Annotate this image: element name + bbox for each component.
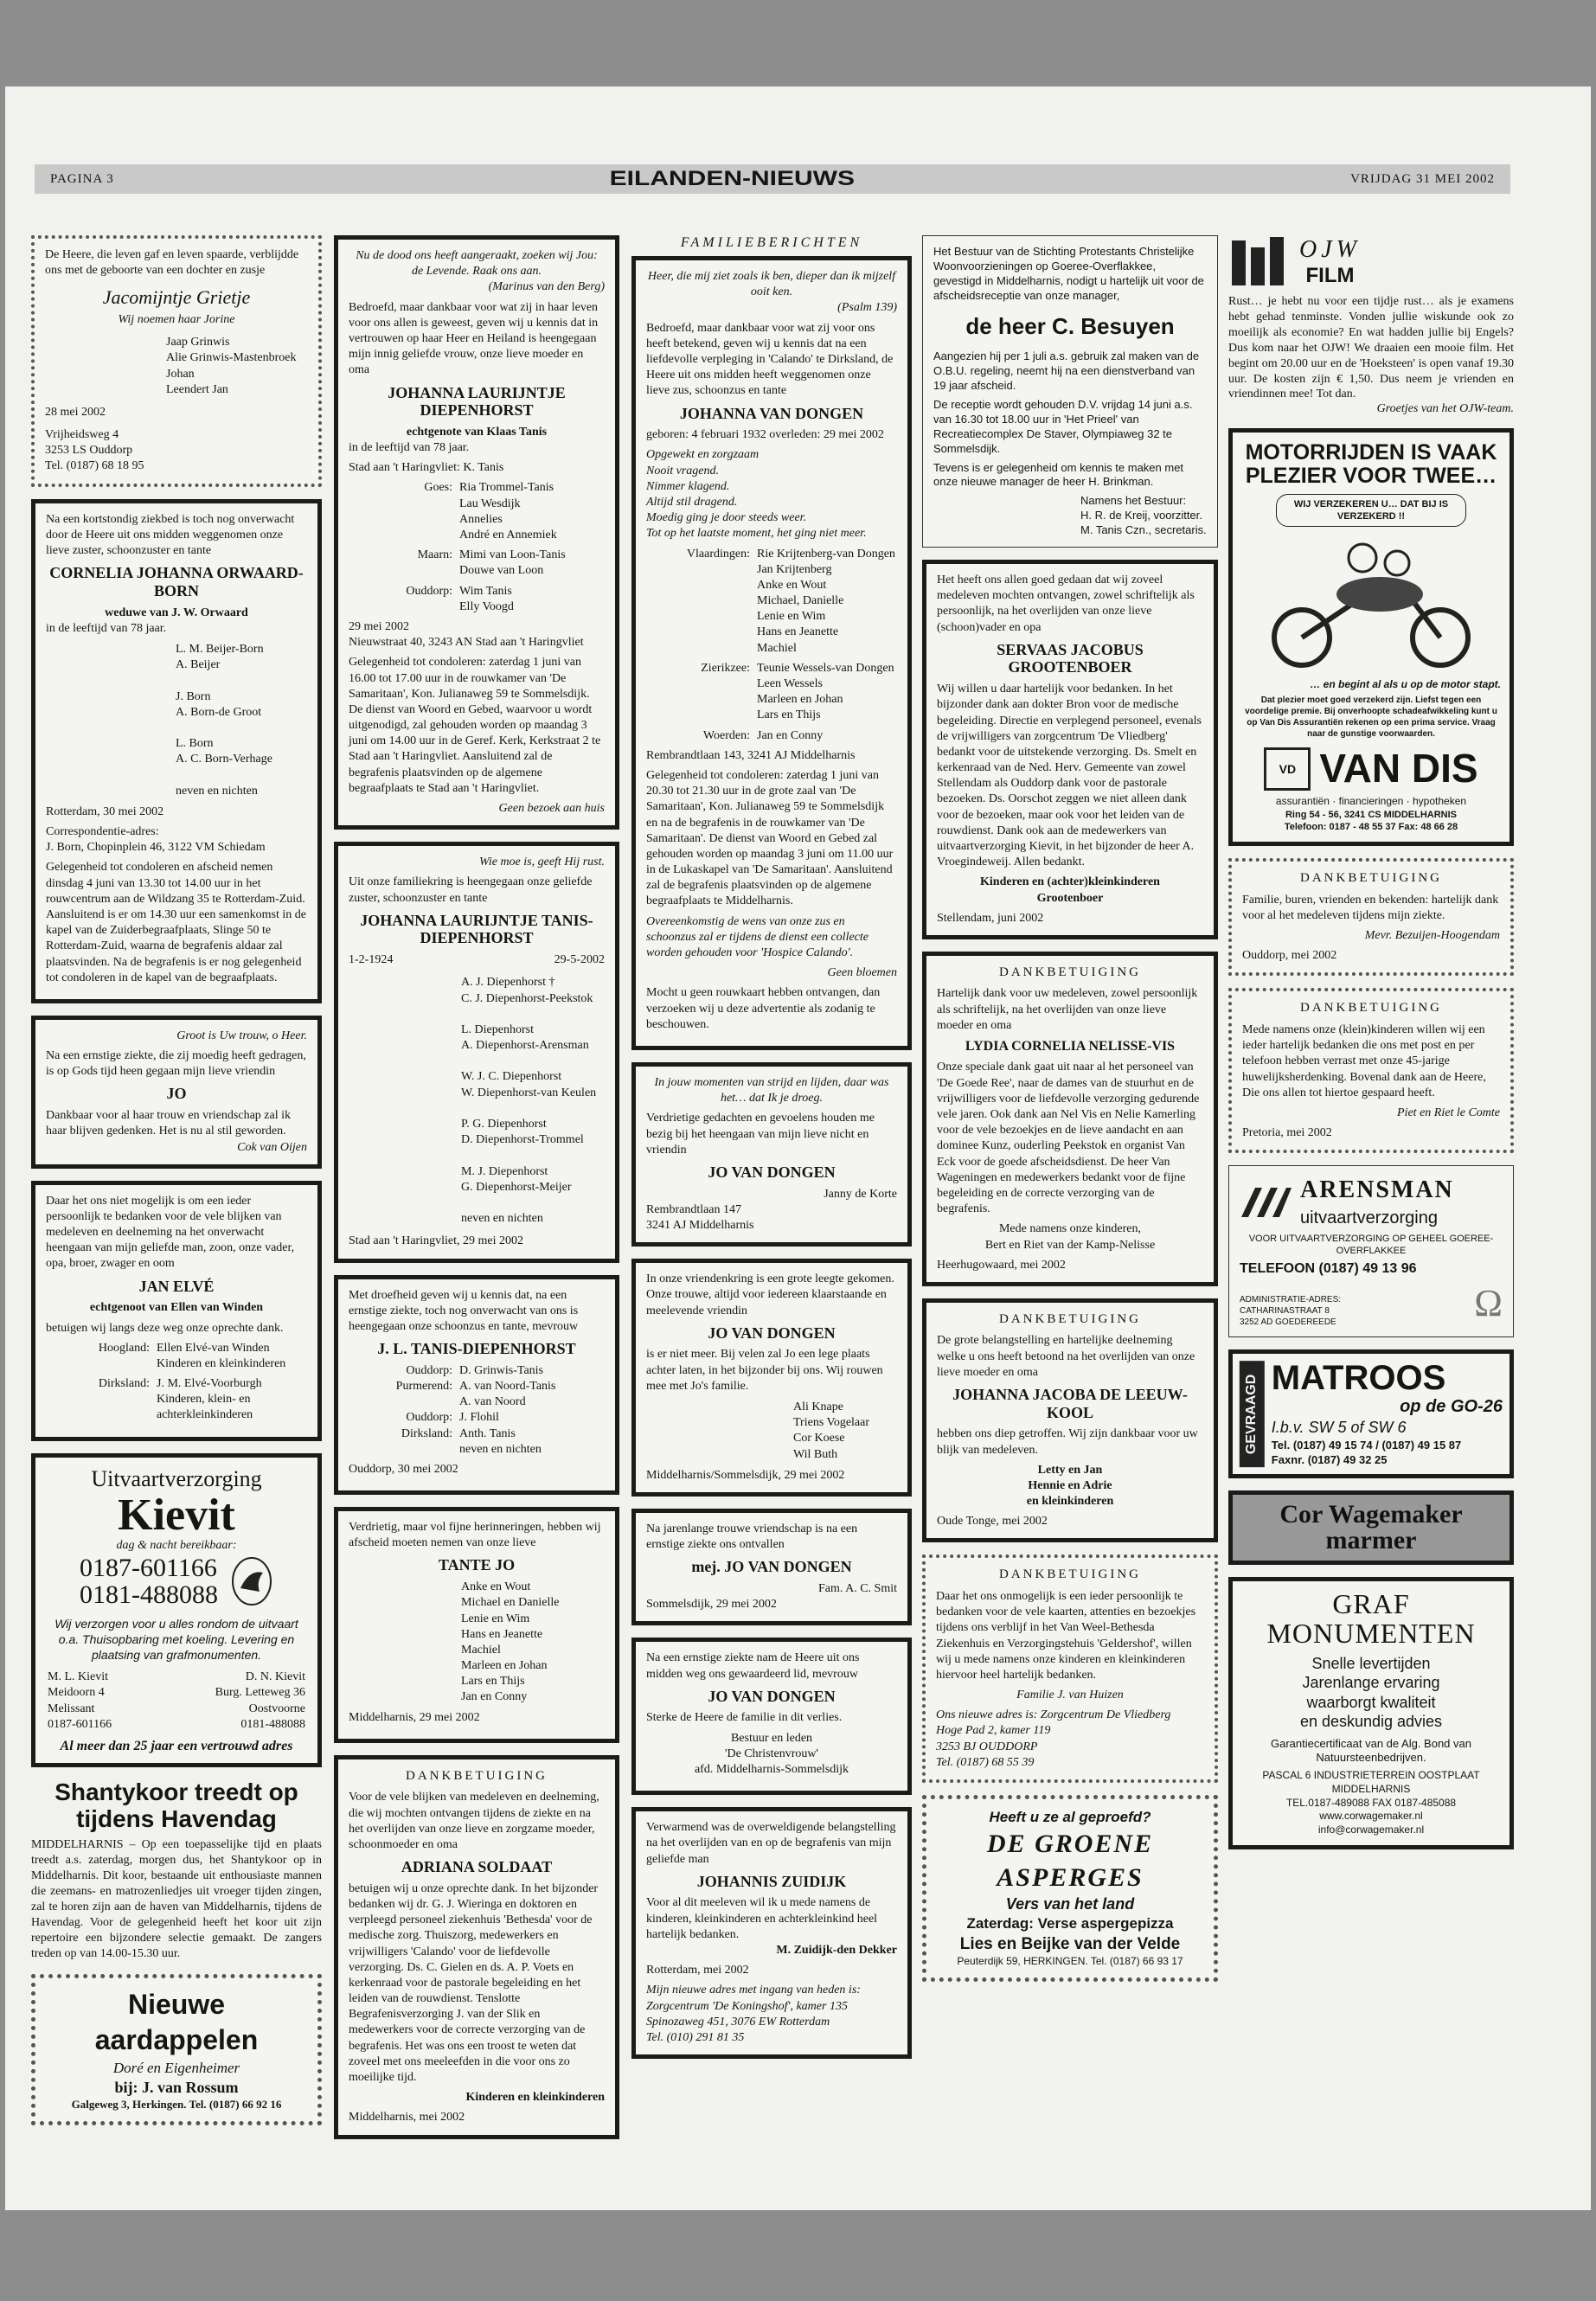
row-names: Rie Krijtenberg-van Dongen Jan Krijtenberg Anke en Wout Michael, Danielle Lenie en Wim Hans en Jeanette Machiel <box>757 547 895 655</box>
name: JO VAN DONGEN <box>708 1687 836 1705</box>
place: Heerhugowaard, mei 2002 <box>937 1258 1066 1272</box>
family: A. J. Diepenhorst † C. J. Diepenhorst-Peekstok L. Diepenhorst A. Diepenhorst-Arensman W. J. C. Diepenhorst W. Diepenhorst-van Keulen P. G. Diepenhorst D. Diepenhorst-Trommel M. J. Diepenhorst G. Diepenhorst-Meijer neven en nichten <box>461 976 597 1226</box>
row-place: Goes: <box>424 481 452 495</box>
text: Daar het ons onmogelijk is een ieder persoonlijk te bedanken voor de vele kaarten, attenties en bezoekjes tijdens ons verblijf in het Van Weel-Bethesda Ziekenhuis en Verzorgingstehuis 'Geldershof', willen wij u mede namens onze kinderen en kleinkinderen hiervoor heel hartelijk bedanken. <box>936 1589 1196 1682</box>
text: Het Bestuur van de Stichting Protestants Christelijke Woonvoorzieningen op Goeree-Overflakkee, gevestigd in Middelharnis, nodigt u hartelijk uit voor de afscheidsreceptie van onze manager, <box>933 245 1204 302</box>
thanks-van-huizen <box>922 1554 1218 1783</box>
place: Stellendam, juni 2002 <box>937 911 1044 925</box>
ad-tel: Tel. (0187) 49 15 74 / (0187) 49 15 87 <box>1271 1438 1462 1452</box>
place: Ouddorp, mei 2002 <box>1242 949 1337 963</box>
asparagus-ad <box>922 1795 1218 1982</box>
ad-saturday: Zaterdag: Verse aspergepizza <box>966 1915 1174 1932</box>
thanks-de-leeuw <box>922 1298 1218 1543</box>
signature: Janny de Korte <box>824 1187 897 1201</box>
signature: Fam. A. C. Smit <box>817 1581 897 1595</box>
row <box>349 1363 605 1379</box>
masthead <box>35 164 1510 194</box>
intro: Daar het ons niet mogelijk is om een ieder persoonlijk te bedanken voor de vele blijken van medeleven en deelneming na het onverwacht heengaan van mijn geliefde man, zoon, onze vader, opa, broer, zwager en oom <box>46 1194 295 1271</box>
row <box>646 661 897 724</box>
text3: De receptie wordt gehouden D.V. vrijdag 14 juni a.s. van 16.30 tot 18.00 uur in 'Het Prieel' van Recreatiecomplex De Staver, Olympiaweg 32 te Sommelsdijk. <box>933 398 1193 455</box>
row-names: Jan en Conny <box>757 728 824 742</box>
name: JOHANNA LAURIJNTJE TANIS-DIEPENHORST <box>360 911 593 947</box>
text: Hartelijk dank voor uw medeleven, zowel persoonlijk als schriftelijk, na het overlijden van onze lieve moeder en oma <box>937 987 1198 1032</box>
name: mej. JO VAN DONGEN <box>691 1558 852 1576</box>
ad-ibv: I.b.v. SW 5 of SW 6 <box>1271 1419 1407 1437</box>
row-names: Wim Tanis Elly Voogd <box>459 584 514 613</box>
name: ADRIANA SOLDAAT <box>401 1858 553 1876</box>
ad-seller: bij: J. van Rossum <box>114 2078 239 2096</box>
family: Anke en Wout Michael en Danielle Lenie en Wim Hans en Jeanette Machiel Marleen en Johan Lars en Thijs Jan en Conny <box>461 1580 560 1704</box>
text2: is er niet meer. Bij velen zal Jo een lege plaats achter laten, in het bijzonder bij ons. Wij rouwen mee met Jo's familie. <box>646 1348 883 1393</box>
ad-address: Galgeweg 3, Herkingen. Tel. (0187) 66 92 16 <box>71 2098 282 2112</box>
kievit-slogan: Wij verzorgen voor u alles rondom de uitvaart o.a. Thuisopbaring met koeling. Levering en plaatsing van grafmonumenten. <box>54 1616 298 1663</box>
name: JOHANNA VAN DONGEN <box>679 404 864 422</box>
text: Bedroefd, maar dankbaar voor wat zij in haar leven voor ons allen is geweest, geven wij u kennis dat in vertrouwen op haar Heer en Heiland is heengegaan mijn innig geliefde vrouw, onze lieve moeder en oma <box>349 300 599 377</box>
obituary-jvd-korte <box>631 1062 912 1247</box>
thanks-nelisse <box>922 952 1218 1286</box>
text2: Gelegenheid tot condoleren: zaterdag 1 juni van 16.00 tot 17.00 uur in de rouwkamer van 'De Samaritaan', Kon. Julianaweg 59 te Sommelsdijk. De dienst van Woord en Gebed, waarvoor u wordt uitgenodigd, zal gehouden worden op maandag 3 juni om 14.00 uur in de Geref. Kerk, Kerkstraat 2 te Stad aan 't Haringvliet. Aansluitend zal de begrafenis plaatsvinden op de algemene begraafplaats te Stad aan 't Haringvliet. <box>349 656 601 795</box>
text2: Gelegenheid tot condoleren: zaterdag 1 juni van 20.30 tot 21.30 uur in de grote zaal van 'De Samaritaan', Kon. Julianaweg 59 te Sommelsdijk en na de begrafenis in de rouwkamer van 'De Samaritaan'. De dienst van Woord en Gebed zal gehouden worden op maandag 3 juni om 11.00 uur in de Lukaskapel van 'De Samaritaan'. Aansluitend zal de begrafenis plaatsvinden op de algemene begraafplaats te Middelharnis. <box>646 768 894 908</box>
name: JOHANNA LAURIJNTJE DIEPENHORST <box>388 383 566 420</box>
ad-name: MATROOS <box>1271 1359 1446 1398</box>
signature: Familie J. van Huizen <box>1016 1689 1124 1702</box>
row <box>646 547 897 657</box>
address: Stad aan 't Haringvliet: K. Tanis <box>349 461 504 475</box>
ad-sub: Vers van het land <box>1005 1895 1135 1913</box>
row-place: Hoogland: <box>98 1341 150 1355</box>
text2: Aangezien hij per 1 juli a.s. gebruik zal maken van de O.B.U. regeling, neemt hij na een dienstverband van 19 jaar afscheid. <box>933 349 1200 393</box>
ad-sub: assurantiën · financieringen · hypotheken <box>1275 795 1467 808</box>
ad-title: GRAF MONUMENTEN <box>1266 1588 1476 1649</box>
ad-name: ARENSMAN <box>1300 1176 1454 1204</box>
row <box>46 1376 307 1424</box>
text: betuigen wij langs deze weg onze oprechte dank. <box>46 1321 284 1335</box>
obituary-jo <box>31 1016 322 1169</box>
place: Middelharnis/Sommelsdijk, 29 mei 2002 <box>646 1468 845 1482</box>
shanty-article <box>31 1779 322 1962</box>
sub: echtgenoot van Ellen van Winden <box>89 1301 264 1315</box>
thanks-zuidijk <box>631 1807 912 2059</box>
row-names: D. Grinwis-Tanis <box>459 1363 544 1377</box>
obit-name: CORNELIA JOHANNA ORWAARD-BORN <box>49 564 304 599</box>
quote: In jouw momenten van strijd en lijden, daar was het… dat Ik je droeg. <box>654 1075 889 1106</box>
obituary-jvd-christenvrouw <box>631 1638 912 1795</box>
birth-announcement <box>31 235 322 487</box>
signature: Bestuur en leden 'De Christenvrouw' afd. Middelharnis-Sommelsdijk <box>694 1731 849 1776</box>
row-place: Ouddorp: <box>406 1411 452 1425</box>
kievit-head: Uitvaartverzorging <box>91 1465 262 1491</box>
matroos-ad <box>1228 1349 1514 1478</box>
issue-date: VRIJDAG 31 MEI 2002 <box>1350 171 1495 186</box>
row <box>46 1341 307 1372</box>
name: JAN ELVÉ <box>138 1277 215 1295</box>
ad-sub: uitvaartverzorging <box>1300 1208 1438 1227</box>
text2: betuigen wij u onze oprechte dank. In het bijzonder bedanken wij dr. G. J. Wieringa en doktoren en verpleegd personeel ziekenhuis 'Bethesda' voor de medische zorg. Thuiszorg, medewerkers en vrijwilligers 'Calando' voor de liefdevolle verzorging. Ds. C. Gielen en ds. A. P. Voets en kerkenraad voor de pastorale begeleiding en het leiden van de rouwdienst. Tenslotte Begrafenisverzorging J. van der Slik en medewerkers voor de correcte verzorging van de begrafenis. Het was ons een troost te weten dat zoveel met ons meeleefden in die voor ons zo moeilijke tijd. <box>349 1881 599 2084</box>
text2: hebben ons diep getroffen. Wij zijn dankbaar voor uw blijk van medeleven. <box>937 1427 1198 1457</box>
name: de heer C. Besuyen <box>965 312 1175 339</box>
signature: Kinderen en (achter)kleinkinderen Grootenboer <box>980 875 1160 905</box>
ad-address: Ring 54 - 56, 3241 CS MIDDELHARNIS Telefoon: 0187 - 48 55 37 Fax: 48 66 28 <box>1284 809 1458 832</box>
ojw-text: Rust… je hebt nu voor een tijdje rust… als je examens hebt gehad tenminste. Vonden jullie wiskunde ook zo moeilijk als economie? En wat hadden jullie bij Engels? Dus kom naar het OJW! We draaien een mooie film. Het begint om 20.00 uur en de 'Hoeksteen' is open vanaf 19.30 uur. De kosten zijn € 1,50. Dus neem je vrienden en vriendinnen mee! Tot dan. <box>1228 295 1514 401</box>
thanks-bezuijen <box>1228 858 1514 976</box>
text: Familie, buren, vrienden en bekenden: hartelijk dank voor al het medeleven tijdens mijn ziekte. <box>1242 893 1499 922</box>
obit-sub: weduwe van J. W. Orwaard <box>105 606 248 619</box>
wish: Overeenkomstig de wens van onze zus en schoonzus zal er tijdens de dienst een collecte worden gehouden voor 'Hospice Calando'. <box>646 914 869 959</box>
ojw-film-notice <box>1228 235 1514 416</box>
text: Uit onze familiekring is heengegaan onze geliefde zuster, schoonzuster en tante <box>349 875 593 905</box>
signature: Mede namens onze kinderen, Bert en Riet van der Kamp-Nelisse <box>984 1222 1156 1252</box>
column-1 <box>31 235 322 2138</box>
obituary-jvd-smit <box>631 1509 912 1625</box>
text: Het heeft ons allen goed gedaan dat wij zoveel medeleven mochten ontvangen, zowel schriftelijk als persoonlijk, na het overlijden van onze lieve (schoon)vader en opa <box>937 574 1195 634</box>
newspaper-logo: EILANDEN-NIEUWS <box>609 167 856 190</box>
place: Stad aan 't Haringvliet, 29 mei 2002 <box>349 1234 523 1248</box>
signature: Mevr. Bezuijen-Hoogendam <box>1364 929 1500 943</box>
birth-family: Jaap Grinwis Alie Grinwis-Mastenbroek Johan Leendert Jan <box>166 336 297 396</box>
text2: Voor al dit meeleven wil ik u mede namens de kinderen, kleinkinderen en achterkleinkind heel hartelijk bedanken. <box>646 1896 878 1941</box>
newspaper-page <box>5 87 1591 2210</box>
kievit-footer: Al meer dan 25 jaar een vertrouwd adres <box>60 1738 293 1753</box>
row-place: Woerden: <box>702 728 750 742</box>
new-address: Mijn nieuwe adres met ingang van heden is: Zorgcentrum 'De Koningshof', kamer 135 Spinozaweg 451, 3076 EW Rotterdam Tel. (010) 291 81 35 <box>646 1984 861 2044</box>
thanks-grootenboer <box>922 560 1218 939</box>
place: Middelharnis, 29 mei 2002 <box>349 1710 480 1724</box>
ad-name: VAN DIS <box>1319 746 1478 792</box>
row-place: Dirksland: <box>98 1377 150 1391</box>
row-names: Mimi van Loon-Tanis Douwe van Loon <box>459 548 566 578</box>
ojw-film: FILM <box>1305 264 1355 287</box>
ad-side: GEVRAAGD <box>1240 1361 1265 1467</box>
ad-text: Snelle levertijden Jarenlange ervaring waarborgt kwaliteit en deskundig advies <box>1299 1654 1443 1731</box>
sub: echtgenote van Klaas Tanis <box>406 425 548 439</box>
address: Rembrandtlaan 147 3241 AJ Middelharnis <box>646 1202 754 1232</box>
ad-title: MOTORRIJDEN IS VAAK PLEZIER VOOR TWEE… <box>1245 440 1497 488</box>
thanks-jan-elve <box>31 1181 322 1441</box>
place: Middelharnis, mei 2002 <box>349 2111 465 2125</box>
text: Mede namens onze (klein)kinderen willen wij een ieder hartelijk bedanken die ons met post en per telefoon hebben verrast met onze 45-jarige huwelijksherdenking. Bovenal dank aan de Heere, Die ons allen tot hiertoe gespaard heeft. <box>1242 1022 1486 1099</box>
new-address: Ons nieuwe adres is: Zorgcentrum De Vliedberg Hoge Pad 2, kamer 119 3253 BJ OUDDORP Tel. (0187) 68 55 39 <box>936 1708 1171 1769</box>
heading: DANKBETUIGING <box>406 1768 548 1783</box>
omega-icon: Ω <box>1474 1282 1503 1325</box>
page-number: PAGINA 3 <box>50 171 114 186</box>
obituary-diepenhorst <box>334 235 619 830</box>
place: Pretoria, mei 2002 <box>1242 1126 1332 1140</box>
footer: Geen bezoek aan huis <box>498 802 605 815</box>
place: Oude Tonge, mei 2002 <box>937 1515 1048 1529</box>
van-dis-ad <box>1228 428 1514 846</box>
speech-bubble: WIJ VERZEKEREN U… DAT BIJ IS VERZEKERD !! <box>1276 494 1466 528</box>
text: Met droefheid geven wij u kennis dat, na een ernstige ziekte, toch nog onverwacht van ons is heengegaan onze schoonzus en tante, mevrouw <box>349 1288 579 1333</box>
age: in de leeftijd van 78 jaar. <box>349 441 470 455</box>
date: 29 mei 2002 Nieuwstraat 40, 3243 AN Stad aan 't Haringvliet <box>349 619 584 650</box>
text2: Wij willen u daar hartelijk voor bedanken. In het bijzonder dank aan dokter Bron voor de medische begeleiding. Directie en verplegend personeel, evenals de vrijwilligers van zorgcentrum 'De Vliedberg' bedankt voor de uitstekende verzorging. Ds. Smelt en kerkenraad van de Ned. Herv. Gemeente van zowel Stellendam als Ouddorp dank voor de pastorale bezoeken. Ds. Oorschot zeggen we niet alleen dank voor de bezoeken, maar ook voor het leiden van de rouwdienst. Dank ook aan de medewerkers van uitvaartverzorging Kievit, in het bijzonder de heer A. Vroegindeweij. Allen bedankt. <box>937 683 1202 869</box>
kievit-tel2: 0181-488088 <box>80 1580 218 1610</box>
row-names: A. van Noord-Tanis A. van Noord <box>459 1379 556 1409</box>
place: Rotterdam, mei 2002 <box>646 1964 749 1977</box>
column-5 <box>1228 235 1514 1862</box>
kievit-ad <box>31 1453 322 1767</box>
text3: Mocht u geen rouwkaart hebben ontvangen, dan verzoeken wij u deze advertentie als zodanig te beschouwen. <box>646 986 881 1031</box>
arensman-logo-icon <box>1240 1184 1292 1219</box>
name: SERVAAS JACOBUS GROOTENBOER <box>997 640 1144 676</box>
nephews: neven en nichten <box>459 1442 542 1456</box>
text: Verdrietige gedachten en gevoelens houden me bezig bij het heengaan van mijn lieve nicht en vriendin <box>646 1112 875 1157</box>
row <box>349 1379 605 1410</box>
obit-text: Gelegenheid tot condoleren en afscheid nemen dinsdag 4 juni van 13.30 tot 14.00 uur in het rouwcentrum aan de Wildzang 35 te Rotterdam-Zuid. Aansluitend is er om 14.30 uur een samenkomst in de kapel van de Zuiderbegraafplaats, Slinge 50 te Rotterdam-Zuid, waarna de begrafenis aldaar zal plaatsvinden. Na de begrafenis is er nog gelegenheid tot condoleren in de kapel van de begraafplaats. <box>46 861 306 984</box>
text4: Tevens is er gelegenheid om kennis te maken met onze nieuwe manager de heer H. Brinkman. <box>933 460 1184 489</box>
text: De grote belangstelling en hartelijke deelneming welke u ons heeft betoond na het overlijden van onze lieve moeder en oma <box>937 1334 1195 1379</box>
row <box>349 584 605 615</box>
ad-address: ADMINISTRATIE-ADRES: CATHARINASTRAAT 8 3252 AD GOEDEREEDE <box>1240 1295 1342 1328</box>
name: JOHANNA JACOBA DE LEEUW-KOOL <box>952 1385 1188 1421</box>
text2: Onze speciale dank gaat uit naar al het personeel van 'De Goede Ree', naar de dames van de stuurhut en de vrijwilligers voor de liefdevolle verzorging gedurende vele jaren. Ook dank aan Nel Vis en Nelie Kamerling voor de vele bezoekjes en de lieve aandacht en aan dominee Kunz, ouderling Peekstok en organist Van Eck voor de goede afscheidsdienst. De heer Van Wageningen en medewerkers bedankt voor de fijne begeleiding en de correcte verzorging van de begrafenis. <box>937 1061 1200 1216</box>
text: Na een ernstige ziekte nam de Heere uit ons midden weg ons gewaardeerd lid, mevrouw <box>646 1651 860 1681</box>
name: JO VAN DONGEN <box>708 1324 836 1342</box>
signature: Cok van Oijen <box>237 1140 307 1154</box>
ad-begint: … en begint al als u op de motor stapt. <box>1310 677 1501 690</box>
obit-age: in de leeftijd van 78 jaar. <box>46 621 167 635</box>
row-place: Purmerend: <box>395 1379 452 1393</box>
row-names: Teunie Wessels-van Dongen Leen Wessels Marleen en Johan Lars en Thijs <box>757 661 894 722</box>
ad-name: Cor Wagemaker marmer <box>1279 1500 1463 1555</box>
obituary-jvd-friends <box>631 1259 912 1497</box>
column-2 <box>334 235 619 2151</box>
poem: Opgewekt en zorgzaam Nooit vragend. Nimmer klagend. Altijd stil dragend. Moedig ging je door steeds weer. Tot op het laatste moment, het ging niet meer. <box>646 448 867 541</box>
section-heading: FAMILIEBERICHTEN <box>680 235 863 250</box>
text: Verdrietig, maar vol fijne herinneringen, hebben wij afscheid moeten nemen van onze lieve <box>349 1521 601 1550</box>
obit-corr: Correspondentie-adres: J. Born, Chopinplein 46, 3122 VM Schiedam <box>46 825 266 855</box>
ad-address: PASCAL 6 INDUSTRIETERREIN OOSTPLAAT MIDDELHARNIS TEL.0187-489088 FAX 0187-485088 www.corwagemaker.nl info@corwagemaker.nl <box>1262 1769 1480 1836</box>
row <box>646 728 897 744</box>
text: Verwarmend was de overweldigende belangstelling na het overlijden van en op de begrafenis van mijn geliefde man <box>646 1821 896 1866</box>
quote: Nu de dood ons heeft aangeraakt, zoeken wij Jou: de Levende. Raak ons aan. <box>356 249 598 279</box>
text: In onze vriendenkring is een grote leegte gekomen. Onze trouwe, altijd voor iedereen klaarstaande en meelevende vriendin <box>646 1272 894 1317</box>
van-dis-mark: VD <box>1264 747 1311 791</box>
text: Bedroefd, maar dankbaar voor wat zij voor ons heeft betekend, geven wij u kennis dat na een liefdevolle verpleging in 'Calando' te Dirksland, de Heere uit ons midden heeft weggenomen onze lieve zus, schoonzus en tante <box>646 321 894 398</box>
kievit-address-left: M. L. Kievit Meidoorn 4 Melissant 0187-601166 <box>48 1670 112 1731</box>
ojw-logo: OJW <box>1299 236 1361 263</box>
row-place: Maarn: <box>417 548 452 562</box>
name: TANTE JO <box>438 1556 516 1574</box>
address: Rembrandtlaan 143, 3241 AJ Middelharnis <box>646 748 856 762</box>
wagemaker-banner <box>1228 1490 1514 1565</box>
row-names: J. M. Elvé-Voorburgh Kinderen, klein- en achterkleinkinderen <box>157 1377 262 1422</box>
heading: DANKBETUIGING <box>1300 871 1442 886</box>
quote: Wie moe is, geeft Hij rust. <box>478 856 605 869</box>
signature: Letty en Jan Hennie en Adrie en kleinkinderen <box>1026 1463 1114 1509</box>
signature: Kinderen en kleinkinderen <box>465 2091 605 2105</box>
ad-op: op de GO-26 <box>1400 1397 1503 1417</box>
place: Sommelsdijk, 29 mei 2002 <box>646 1598 777 1612</box>
signature: Namens het Bestuur: H. R. de Kreij, voorzitter. M. Tanis Czn., secretaris. <box>1080 494 1207 537</box>
name: J. L. TANIS-DIEPENHORST <box>377 1340 576 1358</box>
row-names: Ria Trommel-Tanis Lau Wesdijk Annelies André en Annemiek <box>459 481 557 542</box>
quote-ref: (Psalm 139) <box>837 301 897 315</box>
row <box>349 548 605 579</box>
motorcycle-illustration-icon <box>1241 534 1504 672</box>
ad-fax: Faxnr. (0187) 49 32 25 <box>1271 1452 1388 1466</box>
text2: Sterke de Heere de familie in dit verlies. <box>646 1711 843 1725</box>
row <box>349 480 605 543</box>
heading: DANKBETUIGING <box>1300 1001 1442 1016</box>
ad-title: Nieuwe aardappelen <box>94 1988 259 2056</box>
kievit-tel1: 0187-601166 <box>80 1553 217 1582</box>
obituary-van-dongen <box>631 256 912 1050</box>
kievit-address-right: D. N. Kievit Burg. Letteweg 36 Oostvoorne 0181-488088 <box>215 1670 305 1731</box>
article-body: MIDDELHARNIS – Op een toepasselijke tijd en plaats treedt a.s. zaterdag, morgen dus, het Shantykoor op in Middelharnis. Dit koor, bestaande uit enthousiaste mannen die zeemans- en matrozenliedjes uit vroeger tijden zingen, zal te horen zijn aan de haven van Middelharnis, tijdens de Havendag. Voor de gelegenheid heeft het koor uit zijn repertoire een bijzondere selectie gemaakt. De zangers treden op van 14.00-15.30 uur. <box>31 1838 322 1960</box>
obituary-orwaard <box>31 499 322 1003</box>
obituary-tanis-family <box>334 842 619 1262</box>
row-place: Ouddorp: <box>406 1363 452 1377</box>
ad-tel: TELEFOON (0187) 49 13 96 <box>1240 1261 1417 1277</box>
quote: Heer, die mij ziet zoals ik ben, dieper dan ik mijzelf ooit ken. <box>647 270 896 299</box>
birth-intro: De Heere, die leven gaf en leven spaarde, verblijdde ons met de geboorte van een dochter en zusje <box>45 248 299 278</box>
ad-title: DE GROENE ASPERGES <box>986 1830 1154 1893</box>
death-date: 29-5-2002 <box>554 953 605 967</box>
bird-logo-icon <box>230 1555 273 1607</box>
obituary-tante-jo <box>334 1507 619 1743</box>
text: Na een ernstige ziekte, die zij moedig heeft gedragen, is op Gods tijd heen gegaan mijn lieve vriendin <box>46 1049 306 1079</box>
name: JO VAN DONGEN <box>708 1163 836 1181</box>
row-names: Ellen Elvé-van Winden Kinderen en kleinkinderen <box>157 1341 286 1370</box>
birth-name: Jacomijntje Grietje <box>102 286 251 309</box>
birth-date: 1-2-1924 <box>349 953 394 967</box>
signature: M. Zuidijk-den Dekker <box>776 1943 897 1957</box>
thanks-soldaat <box>334 1755 619 2139</box>
signature: Piet en Riet le Comte <box>1397 1106 1500 1119</box>
column-4 <box>922 235 1218 1994</box>
row-place: Zierikzee: <box>701 661 750 675</box>
quote-ref: (Marinus van den Berg) <box>488 280 605 294</box>
row-names: J. Flohil <box>459 1411 499 1425</box>
heading: DANKBETUIGING <box>999 1311 1141 1326</box>
name: JOHANNIS ZUIDIJK <box>696 1872 847 1890</box>
obit-place: Rotterdam, 30 mei 2002 <box>46 804 164 818</box>
heading: DANKBETUIGING <box>999 1567 1141 1582</box>
row-names: Anth. Tanis <box>459 1426 516 1440</box>
heading: DANKBETUIGING <box>999 965 1141 979</box>
text: Na jarenlange trouwe vriendschap is na een ernstige ziekte ons ontvallen <box>646 1522 858 1552</box>
ad-small: Dat plezier moet goed verzekerd zijn. Liefst tegen een voordelige premie. Bij onverhoopte schadeafwikkeling kunt u op Van Dis Assurantiën rekenen op een prima service. Vraag naar de gunstige voorwaarden. <box>1245 695 1497 740</box>
potato-ad <box>31 1974 322 2126</box>
text: Voor de vele blijken van medeleven en deelneming, die wij mochten ontvangen tijdens de ziekte en na het overlijden van onze lieve en zorgzame moeder, schoonmoeder en oma <box>349 1791 599 1851</box>
flowers: Geen bloemen <box>827 966 897 980</box>
row <box>349 1410 605 1426</box>
name: JO <box>166 1085 187 1103</box>
column-3 <box>631 235 912 2071</box>
grafmonumenten-ad <box>1228 1577 1514 1849</box>
obit-family: L. M. Beijer-Born A. Beijer J. Born A. Born-de Groot L. Born A. C. Born-Verhage neven en nichten <box>176 642 272 798</box>
birth-date: 28 mei 2002 <box>45 405 106 419</box>
birth-address: Vrijheidsweg 4 3253 LS Ouddorp Tel. (0187) 68 18 95 <box>45 428 144 473</box>
farewell-besuyen <box>922 235 1218 548</box>
ad-cert: Garantiecertificaat van de Alg. Bond van Natuursteenbedrijven. <box>1271 1736 1471 1765</box>
quote: Groot is Uw trouw, o Heer. <box>176 1029 307 1042</box>
obit-intro: Na een kortstondig ziekbed is toch nog onverwacht door de Heere uit ons midden weggenomen onze lieve zuster, schoonzuster en tante <box>46 512 295 558</box>
headline: Shantykoor treedt op tijdens Havendag <box>54 1778 298 1832</box>
text2: Dankbaar voor al haar trouw en vriendschap zal ik haar blijven gedenken. Het is nu al stil geworden. <box>46 1109 291 1138</box>
row-place: Vlaardingen: <box>686 547 750 561</box>
ad-tag: VOOR UITVAARTVERZORGING OP GEHEEL GOEREE-OVERFLAKKEE <box>1248 1233 1494 1256</box>
thanks-le-comte <box>1228 988 1514 1153</box>
obituary-jl-tanis <box>334 1275 619 1496</box>
dates: geboren: 4 februari 1932 overleden: 29 mei 2002 <box>646 428 884 442</box>
birth-callname: Wij noemen haar Jorine <box>118 312 235 326</box>
ad-sub: Doré en Eigenheimer <box>112 2059 240 2076</box>
ad-address: Peuterdijk 59, HERKINGEN. Tel. (0187) 66 93 17 <box>957 1955 1183 1968</box>
place: Ouddorp, 30 mei 2002 <box>349 1462 458 1476</box>
name: LYDIA CORNELIA NELISSE-VIS <box>965 1039 1176 1054</box>
family: Ali Knape Triens Vogelaar Cor Koese Wil Buth <box>793 1400 870 1461</box>
ad-name: Lies en Beijke van der Velde <box>959 1934 1181 1953</box>
row-place: Ouddorp: <box>406 584 452 598</box>
row <box>349 1426 605 1442</box>
row-place: Dirksland: <box>401 1426 452 1440</box>
kievit-name: Kievit <box>118 1490 235 1541</box>
ad-top: Heeft u ze al geproefd? <box>989 1809 1151 1825</box>
kievit-sub: dag & nacht bereikbaar: <box>116 1539 237 1553</box>
arensman-ad <box>1228 1165 1514 1337</box>
ojw-logo-icon <box>1228 235 1289 289</box>
ojw-signature: Groetjes van het OJW-team. <box>1376 402 1514 416</box>
